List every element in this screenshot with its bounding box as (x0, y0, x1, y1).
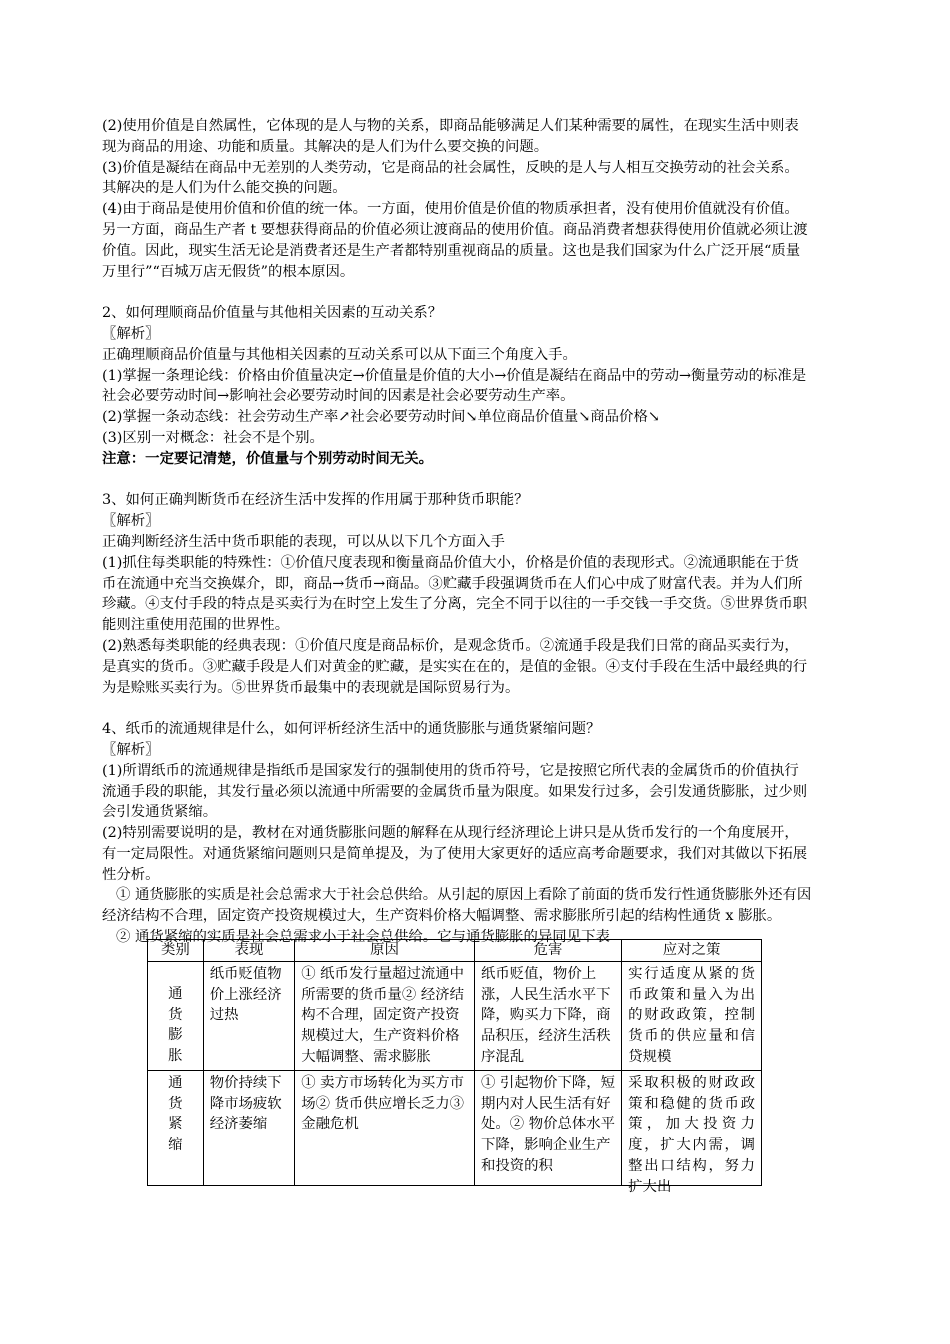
paragraph: (4)由于商品是使用价值和价值的统一体。一方面，使用价值是价值的物质承担者，没有使用价值就没有价值。另一方面，商品生产者 t 要想获得商品的价值必须让渡商品的使用价值。商品消费者想获得使用价值就必须让渡价值。因此，现实生活无论是消费者还是生产者都特别重视商品的质量。这也是我们国家为什么广泛开展“质量万里行”“百城万店无假货”的根本原因。 (102, 201, 808, 280)
paragraph: 正确判断经济生活中货币职能的表现，可以从以下几个方面入手 (102, 533, 505, 550)
question-heading: 4、纸币的流通规律是什么，如何评析经济生活中的通货膨胀与通货紧缩问题？ (102, 721, 601, 738)
table-header-row (148, 940, 762, 962)
performance-cell: 纸币贬值物价上涨经济过热 (203, 961, 294, 1070)
performance-cell: 物价持续下降市场疲软经济萎缩 (203, 1070, 294, 1185)
analysis-label: 〖解析〗 (102, 325, 160, 342)
analysis-label: 〖解析〗 (102, 741, 160, 758)
harm-cell: 纸币贬值，物价上涨，人民生活水平下降，购买力下降，商品积压，经济生活秩序混乱 (474, 961, 621, 1070)
policy-cell: 实行适度从紧的货币政策和量入为出的财政政策，控制货币的供应量和信贷规模 (622, 961, 762, 1070)
table-row (148, 961, 762, 1070)
comparison-table (147, 939, 762, 1195)
header-cell: 应对之策 (622, 940, 762, 962)
cause-cell: ① 纸币发行量超过流通中所需要的货币量② 经济结构不合理，固定资产投资规模过大，生产资料价格大幅调整、需求膨胀 (295, 961, 475, 1070)
question-heading: 3、如何正确判断货币在经济生活中发挥的作用属于那种货币职能？ (102, 492, 529, 509)
paragraph: (2)特别需要说明的是，教材在对通货膨胀问题的解释在从现行经济理论上讲只是从货币发行的一个角度展开，有一定局限性。对通货紧缩问题则只是简单提及，为了使用大家更好的适应高考命题要求，我们对其做以下拓展性分析。 (102, 825, 808, 883)
question-heading: 2、如何理顺商品价值量与其他相关因素的互动关系？ (102, 305, 443, 322)
header-cell: 危害 (474, 940, 621, 962)
paragraph: (2)掌握一条动态线：社会劳动生产率↗社会必要劳动时间↘单位商品价值量↘商品价格↘ (102, 409, 660, 426)
paragraph: (3)价值是凝结在商品中无差别的人类劳动，它是商品的社会属性，反映的是人与人相互交换劳动的社会关系。其解决的是人们为什么能交换的问题。 (102, 159, 799, 197)
header-cell: 原因 (295, 940, 475, 962)
paragraph: (1)掌握一条理论线：价格由价值量决定→价值量是价值的大小→价值是凝结在商品中的劳动→衡量劳动的标准是社会必要劳动时间→影响社会必要劳动时间的因素是社会必要劳动生产率。 (102, 367, 807, 405)
paragraph: (2)熟悉每类职能的经典表现：①价值尺度是商品标价，是观念货币。②流通手段是我们日常的商品买卖行为，是真实的货币。③贮藏手段是人们对黄金的贮藏，是实实在在的，是值的金银。④支付手段在生活中最经典的行为是赊账买卖行为。⑤世界货币最集中的表现就是国际贸易行为。 (102, 637, 808, 696)
cause-cell: ① 卖方市场转化为买方市场② 货币供应增长乏力③ 金融危机 (295, 1070, 475, 1185)
paragraph: (1)所谓纸币的流通规律是指纸币是国家发行的强制使用的货币符号，它是按照它所代表的金属货币的价值执行流通手段的职能，其发行量必须以流通中所需要的金属货币量为限度。如果发行过多，会引发通货膨胀，过少则会引发通货紧缩。 (102, 762, 808, 821)
paragraph: (2)使用价值是自然属性，它体现的是人与物的关系，即商品能够满足人们某种需要的属性，在现实生活中则表现为商品的用途、功能和质量。其解决的是人们为什么要交换的问题。 (102, 118, 799, 155)
table-row (148, 1070, 762, 1185)
paragraph: ① 通货膨胀的实质是社会总需求大于社会总供给。从引起的原因上看除了前面的货币发行性通货膨胀外还有因经济结构不合理，固定资产投资规模过大，生产资料价格大幅调整、需求膨胀所引起的结构性通货 x 膨胀。 (102, 887, 812, 925)
policy-cell: 采取积极的财政政策和稳健的货币政策，加大投资力度，扩大内需，调整出口结构，努力扩大出 (622, 1070, 762, 1185)
header-cell: 类别 (148, 940, 204, 962)
harm-cell: ① 引起物价下降，短期内对人民生活有好处。② 物价总体水平下降，影响企业生产和投资的积 (474, 1070, 621, 1185)
paragraph: (3)区别一对概念：社会不是个别。 (102, 429, 324, 446)
document-body (102, 116, 812, 948)
paragraph: 正确理顺商品价值量与其他相关因素的互动关系可以从下面三个角度入手。 (102, 346, 577, 363)
paragraph: ② 通货紧缩的实质是社会总需求小于社会总供给。它与通货膨胀的异同见下表 (116, 929, 610, 946)
paragraph: (1)抓住每类职能的特殊性：①价值尺度表现和衡量商品价值大小，价格是价值的表现形式。②流通职能在于货币在流通中充当交换媒介，即，商品→货币→商品。③贮藏手段强调货币在人们心中成了财富代表。并为人们所珍藏。④支付手段的特点是买卖行为在时空上发生了分离，完全不同于以往的一手交钱一手交货。⑤世界货币职能则注重使用范围的世界性。 (102, 554, 808, 634)
analysis-label: 〖解析〗 (102, 513, 160, 530)
category-cell: 通 货 紧 缩 (148, 1070, 204, 1185)
header-cell: 表现 (203, 940, 294, 962)
category-cell: 通 货 膨 胀 (148, 961, 204, 1070)
note: 注意：一定要记清楚，价值量与个别劳动时间无关。 (102, 449, 433, 467)
